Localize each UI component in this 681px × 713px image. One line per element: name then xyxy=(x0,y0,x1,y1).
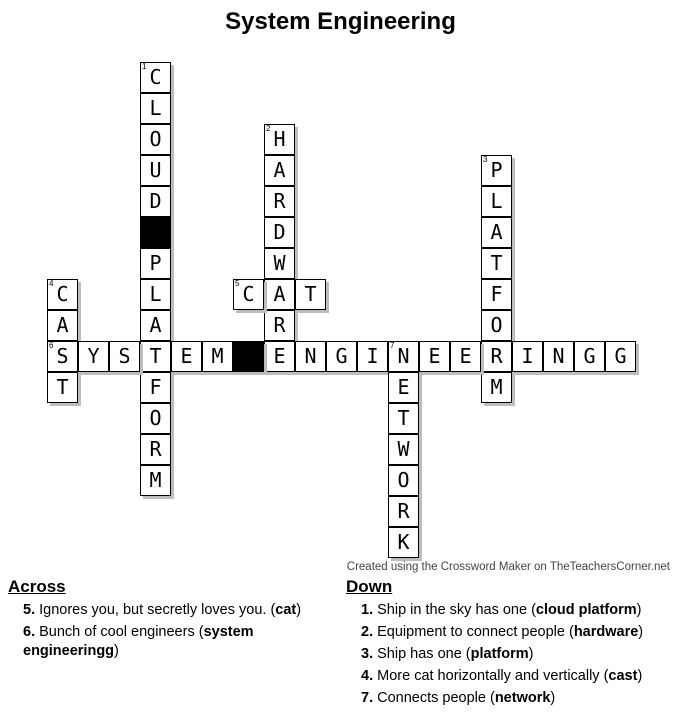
clue-text: Equipment to connect people ( xyxy=(377,624,574,640)
grid-cell[interactable] xyxy=(295,279,326,310)
across-clue-list xyxy=(8,601,333,661)
grid-cell[interactable] xyxy=(450,341,481,372)
cell-letter: A xyxy=(56,313,69,337)
cell-letter: A xyxy=(149,313,162,337)
grid-cell[interactable] xyxy=(233,279,264,310)
cell-letter: E xyxy=(180,344,193,368)
cell-letter: A xyxy=(273,158,286,182)
cell-letter: F xyxy=(149,375,162,399)
grid-cell[interactable] xyxy=(171,341,202,372)
grid-cell[interactable] xyxy=(264,217,295,248)
grid-cell[interactable] xyxy=(388,465,419,496)
grid-cell[interactable] xyxy=(481,186,512,217)
cell-letter: G xyxy=(583,344,596,368)
grid-cell[interactable] xyxy=(388,496,419,527)
clue-number: 7 xyxy=(390,341,395,350)
cell-letter: H xyxy=(273,127,286,151)
clue-item xyxy=(23,601,333,620)
grid-cell[interactable] xyxy=(78,341,109,372)
grid-cell[interactable] xyxy=(140,93,171,124)
cell-letter: K xyxy=(397,530,410,554)
clue-item xyxy=(361,689,676,708)
clue-answer: cloud platform xyxy=(535,602,637,618)
cell-letter: N xyxy=(552,344,565,368)
down-clues xyxy=(346,577,676,711)
grid-cell[interactable] xyxy=(481,155,512,186)
clue-item xyxy=(361,601,676,620)
cell-letter: T xyxy=(490,251,503,275)
grid-cell[interactable] xyxy=(140,248,171,279)
cell-letter: T xyxy=(397,406,410,430)
clue-item xyxy=(23,623,333,661)
grid-cell[interactable] xyxy=(388,403,419,434)
grid-cell[interactable] xyxy=(140,279,171,310)
clue-text: Ignores you, but secretly loves you. ( xyxy=(39,602,276,618)
cell-letter: W xyxy=(397,437,410,461)
clue-number: 5 xyxy=(235,279,240,288)
clue-number: 6 xyxy=(49,341,54,350)
clue-item xyxy=(361,645,676,664)
grid-cell[interactable] xyxy=(543,341,574,372)
grid-cell[interactable] xyxy=(140,310,171,341)
clue-end: ) xyxy=(636,602,642,618)
cell-letter: R xyxy=(490,344,503,368)
puzzle-title: System Engineering xyxy=(225,8,456,35)
grid-cell[interactable] xyxy=(140,124,171,155)
cell-letter: G xyxy=(335,344,348,368)
cell-letter: C xyxy=(149,65,162,89)
grid-cell[interactable] xyxy=(47,341,78,372)
clue-end: ) xyxy=(114,643,119,659)
cell-letter: E xyxy=(428,344,441,368)
clue-answer: system engineeringg xyxy=(23,624,254,659)
grid-block xyxy=(233,341,264,372)
clue-text: Ship in the sky has one ( xyxy=(377,602,536,618)
clue-number: 5. xyxy=(23,602,36,618)
grid-cell[interactable] xyxy=(481,310,512,341)
cell-letter: R xyxy=(149,437,162,461)
clue-text: Bunch of cool engineers ( xyxy=(39,624,204,640)
clue-answer: cast xyxy=(608,668,638,684)
cell-letter: S xyxy=(56,344,69,368)
clue-number: 3 xyxy=(483,155,488,164)
clue-answer: network xyxy=(494,690,551,706)
clue-text: Connects people ( xyxy=(377,690,495,706)
grid-cell[interactable] xyxy=(295,341,326,372)
down-clue-list xyxy=(346,601,676,708)
cell-letter: O xyxy=(397,468,410,492)
grid-cell[interactable] xyxy=(47,372,78,403)
clue-end: ) xyxy=(296,602,302,618)
clue-end: ) xyxy=(528,646,534,662)
grid-cell[interactable] xyxy=(481,372,512,403)
cell-letter: E xyxy=(459,344,472,368)
grid-cell[interactable] xyxy=(47,279,78,310)
grid-cell[interactable] xyxy=(264,310,295,341)
grid-cell[interactable] xyxy=(264,248,295,279)
clue-answer: platform xyxy=(470,646,529,662)
cell-letter: N xyxy=(304,344,317,368)
grid-cell[interactable] xyxy=(47,310,78,341)
cell-letter: D xyxy=(149,189,162,213)
cell-letter: A xyxy=(273,282,286,306)
clue-number: 4 xyxy=(49,279,54,288)
clue-end: ) xyxy=(637,668,643,684)
cell-letter: T xyxy=(304,282,317,306)
clue-end: ) xyxy=(550,690,556,706)
cell-letter: N xyxy=(397,344,410,368)
clue-number: 1. xyxy=(361,602,374,618)
cell-letter: G xyxy=(614,344,627,368)
grid-cell[interactable] xyxy=(202,341,233,372)
grid-cell[interactable] xyxy=(481,279,512,310)
clue-item xyxy=(361,667,676,686)
grid-cell[interactable] xyxy=(574,341,605,372)
grid-cell[interactable] xyxy=(140,62,171,93)
cell-letter: P xyxy=(149,251,162,275)
grid-block xyxy=(140,217,171,248)
grid-cell[interactable] xyxy=(357,341,388,372)
clue-answer: hardware xyxy=(573,624,639,640)
cell-letter: I xyxy=(366,344,379,368)
credit-text: Created using the Crossword Maker on TheTeachersCorner.net xyxy=(346,561,670,573)
grid-cell[interactable] xyxy=(264,124,295,155)
cell-letter: M xyxy=(490,375,503,399)
cell-letter: O xyxy=(149,127,162,151)
grid-cell[interactable] xyxy=(388,341,419,372)
across-clues xyxy=(8,577,333,664)
cell-letter: T xyxy=(149,344,162,368)
cell-letter: L xyxy=(149,96,162,120)
grid-cell[interactable] xyxy=(140,372,171,403)
cell-letter: T xyxy=(56,375,69,399)
clue-text: Ship has one ( xyxy=(377,646,471,662)
grid-cell[interactable] xyxy=(264,186,295,217)
grid-cell[interactable] xyxy=(481,341,512,372)
cell-letter: P xyxy=(490,158,503,182)
grid-cell[interactable] xyxy=(264,279,295,310)
cell-letter: O xyxy=(149,406,162,430)
grid-cell[interactable] xyxy=(512,341,543,372)
clue-number: 2. xyxy=(361,624,374,640)
grid-cell[interactable] xyxy=(109,341,140,372)
grid-cell[interactable] xyxy=(481,217,512,248)
grid-cell[interactable] xyxy=(388,372,419,403)
clue-item xyxy=(361,623,676,642)
clue-number: 3. xyxy=(361,646,374,662)
cell-letter: C xyxy=(56,282,69,306)
grid-cell[interactable] xyxy=(140,155,171,186)
cell-letter: U xyxy=(149,158,162,182)
clue-number: 6. xyxy=(23,624,36,640)
grid-cell[interactable] xyxy=(264,341,295,372)
cell-letter: Y xyxy=(87,344,100,368)
clue-answer: cat xyxy=(275,602,297,618)
cell-letter: W xyxy=(273,251,286,275)
cell-letter: R xyxy=(273,313,286,337)
cell-letter: M xyxy=(211,344,224,368)
grid-cell[interactable] xyxy=(481,248,512,279)
cell-letter: I xyxy=(521,344,534,368)
cell-letter: L xyxy=(490,189,503,213)
across-heading: Across xyxy=(8,577,66,596)
cell-letter: R xyxy=(397,499,410,523)
cell-letter: L xyxy=(149,282,162,306)
cell-letter: A xyxy=(490,220,503,244)
clue-text: More cat horizontally and vertically ( xyxy=(377,668,609,684)
down-heading: Down xyxy=(346,577,393,596)
cell-letter: D xyxy=(273,220,286,244)
cell-letter: F xyxy=(490,282,503,306)
clue-number: 1 xyxy=(142,62,147,71)
grid-cell[interactable] xyxy=(140,403,171,434)
grid-cell[interactable] xyxy=(140,465,171,496)
grid-cell[interactable] xyxy=(388,434,419,465)
grid-cell[interactable] xyxy=(140,341,171,372)
grid-cell[interactable] xyxy=(388,527,419,558)
cell-letter: E xyxy=(397,375,410,399)
grid-cell[interactable] xyxy=(326,341,357,372)
grid-cell[interactable] xyxy=(140,434,171,465)
grid-cell[interactable] xyxy=(140,186,171,217)
clue-end: ) xyxy=(638,624,644,640)
clue-number: 2 xyxy=(266,124,271,133)
grid-cell[interactable] xyxy=(264,155,295,186)
cell-letter: M xyxy=(149,468,162,492)
cell-letter: O xyxy=(490,313,503,337)
clue-number: 4. xyxy=(361,668,374,684)
grid-cell[interactable] xyxy=(419,341,450,372)
cell-letter: E xyxy=(273,344,286,368)
cell-letter: C xyxy=(242,282,255,306)
cell-letter: S xyxy=(118,344,131,368)
grid-cell[interactable] xyxy=(605,341,636,372)
clue-number: 7. xyxy=(361,690,374,706)
cell-letter: R xyxy=(273,189,286,213)
